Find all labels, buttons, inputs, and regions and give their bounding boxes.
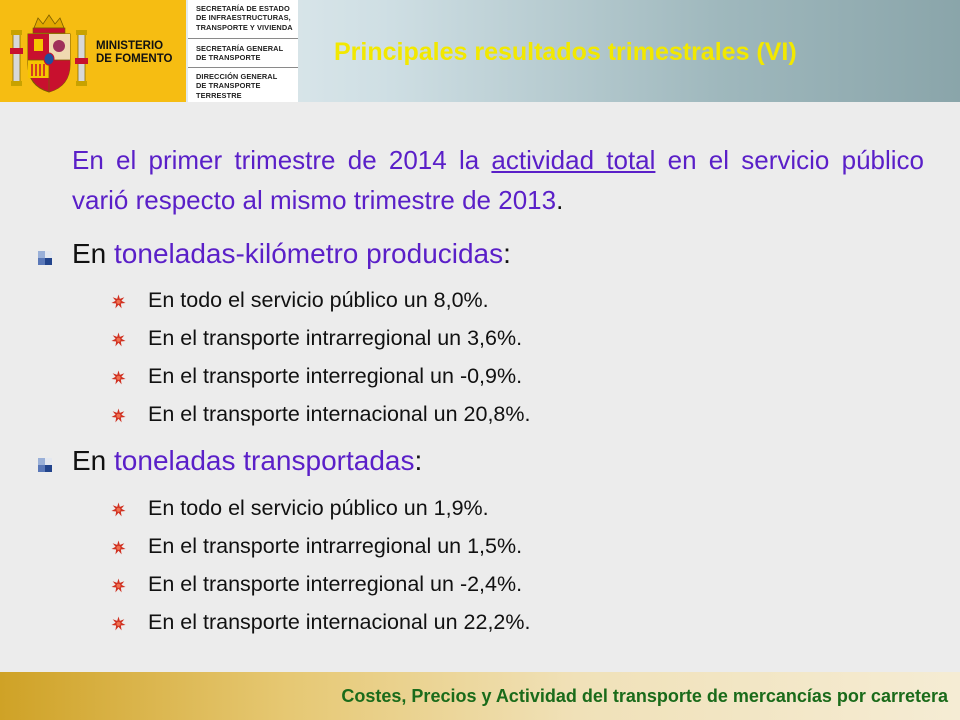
- secretaria-line: TERRESTRE: [196, 90, 242, 100]
- coat-of-arms-icon: [10, 12, 88, 94]
- secretaria-line: DE TRANSPORTE: [196, 81, 261, 91]
- red-star-bullet-icon: [111, 408, 126, 423]
- divider: [188, 67, 298, 68]
- section-highlight: toneladas-kilómetro producidas: [114, 238, 504, 269]
- list-item: En el transporte interregional un -0,9%.: [148, 364, 523, 388]
- list-item: En el transporte internacional un 22,2%.: [148, 610, 531, 634]
- red-star-bullet-icon: [111, 502, 126, 517]
- slide-title: Principales resultados trimestrales (VI): [334, 38, 797, 66]
- section-suffix: :: [414, 445, 423, 476]
- list-item: En todo el servicio público un 8,0%.: [148, 288, 489, 312]
- blue-square-bullet-icon: [38, 251, 52, 265]
- section-heading: [72, 238, 511, 270]
- list-item: En el transporte internacional un 20,8%.: [148, 402, 531, 426]
- slide-footer: [0, 672, 960, 720]
- footer-text: Costes, Precios y Actividad del transporte de mercancías por carretera: [341, 686, 948, 706]
- section-prefix: En: [72, 445, 115, 476]
- red-star-bullet-icon: [111, 294, 126, 309]
- intro-text: en el servicio público varió respecto al mismo trimestre de 2013: [72, 145, 925, 215]
- ministry-name-line: DE FOMENTO: [96, 53, 173, 65]
- red-star-bullet-icon: [111, 332, 126, 347]
- secretaria-line: TRANSPORTE Y VIVIENDA: [196, 22, 293, 32]
- slide-header: [0, 0, 960, 102]
- secretaria-line: SECRETARÍA GENERAL: [196, 44, 284, 53]
- intro-text: En el primer trimestre de 2014 la: [72, 145, 492, 175]
- secretaria-line: DE TRANSPORTE: [196, 53, 261, 63]
- ministry-name-line: MINISTERIO: [96, 40, 164, 52]
- red-star-bullet-icon: [111, 616, 126, 631]
- section-suffix: :: [503, 238, 511, 269]
- secretaria-estado: [196, 4, 293, 32]
- list-item: En el transporte intrarregional un 3,6%.: [148, 326, 523, 350]
- secretariat-block: [188, 0, 298, 102]
- red-star-bullet-icon: [111, 578, 126, 593]
- blue-square-bullet-icon: [38, 458, 52, 472]
- list-item: En el transporte intrarregional un 1,5%.: [148, 534, 523, 558]
- list-item: En todo el servicio público un 1,9%.: [148, 496, 489, 520]
- ministry-name: [96, 40, 172, 66]
- red-star-bullet-icon: [111, 370, 126, 385]
- red-star-bullet-icon: [111, 540, 126, 555]
- list-item: En el transporte interregional un -2,4%.: [148, 572, 523, 596]
- section-prefix: En: [72, 238, 115, 269]
- ministry-logo: [0, 0, 186, 102]
- intro-underlined-term: actividad total: [491, 145, 656, 175]
- section-heading: [72, 445, 422, 477]
- secretaria-line: SECRETARÍA DE ESTADO: [196, 4, 290, 13]
- secretaria-line: DE INFRAESTRUCTURAS,: [196, 13, 291, 23]
- intro-period: .: [556, 185, 564, 215]
- divider: [188, 38, 298, 39]
- secretaria-general: [196, 44, 283, 63]
- direccion-general: [196, 72, 277, 100]
- section-highlight: toneladas transportadas: [114, 445, 415, 476]
- secretaria-line: DIRECCIÓN GENERAL: [196, 72, 278, 81]
- intro-paragraph: [72, 140, 924, 220]
